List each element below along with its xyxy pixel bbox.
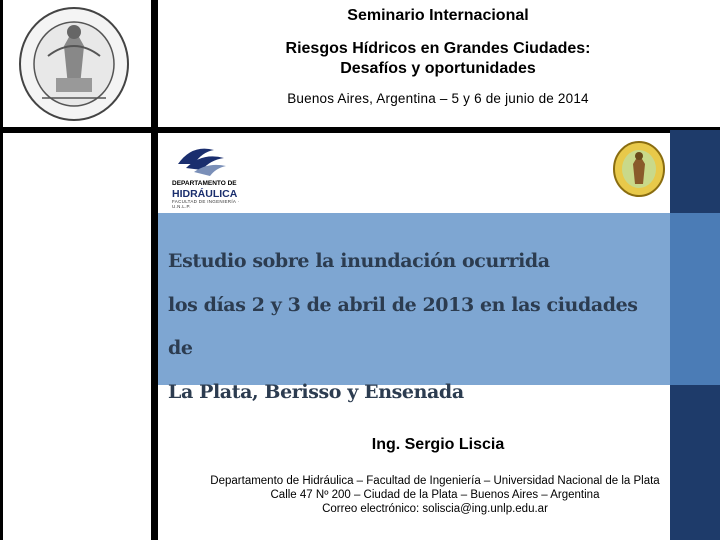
left-divider-line bbox=[0, 0, 3, 540]
accent-stripe-top bbox=[670, 130, 720, 213]
seminar-title-line1: Riesgos Hídricos en Grandes Ciudades: bbox=[285, 40, 591, 57]
author-email: Correo electrónico: soliscia@ing.unlp.edu.ar bbox=[322, 503, 548, 515]
dept-label-line3: FACULTAD DE INGENIERÍA · U.N.L.P. bbox=[172, 199, 240, 209]
author-affiliation: Departamento de Hidráulica – Facultad de Ingeniería – Universidad Nacional de la Plata bbox=[210, 475, 660, 487]
event-title: Seminario Internacional bbox=[347, 7, 529, 24]
author-address: Calle 47 Nº 200 – Ciudad de la Plata – Buenos Aires – Argentina bbox=[270, 489, 600, 501]
accent-stripe-middle bbox=[670, 213, 720, 385]
study-title-line3: La Plata, Berisso y Ensenada bbox=[168, 380, 464, 403]
seminar-title-line2: Desafíos y oportunidades bbox=[340, 60, 536, 77]
header-bottom-line bbox=[0, 127, 720, 133]
author-name: Ing. Sergio Liscia bbox=[371, 436, 505, 453]
study-title bbox=[168, 240, 663, 414]
seminar-title bbox=[160, 39, 716, 79]
location-date: Buenos Aires, Argentina – 5 y 6 de junio de 2014 bbox=[287, 91, 589, 106]
study-title-line2: los días 2 y 3 de abril de 2013 en las ciudades de bbox=[168, 293, 638, 359]
dept-label-line1: DEPARTAMENTO DE bbox=[172, 180, 237, 187]
header-divider-line bbox=[151, 0, 158, 540]
dept-label-line2: HIDRÁULICA bbox=[172, 188, 238, 200]
university-seal-logo bbox=[18, 6, 130, 122]
study-title-line1: Estudio sobre la inundación ocurrida bbox=[168, 250, 550, 272]
university-color-logo bbox=[612, 140, 666, 198]
